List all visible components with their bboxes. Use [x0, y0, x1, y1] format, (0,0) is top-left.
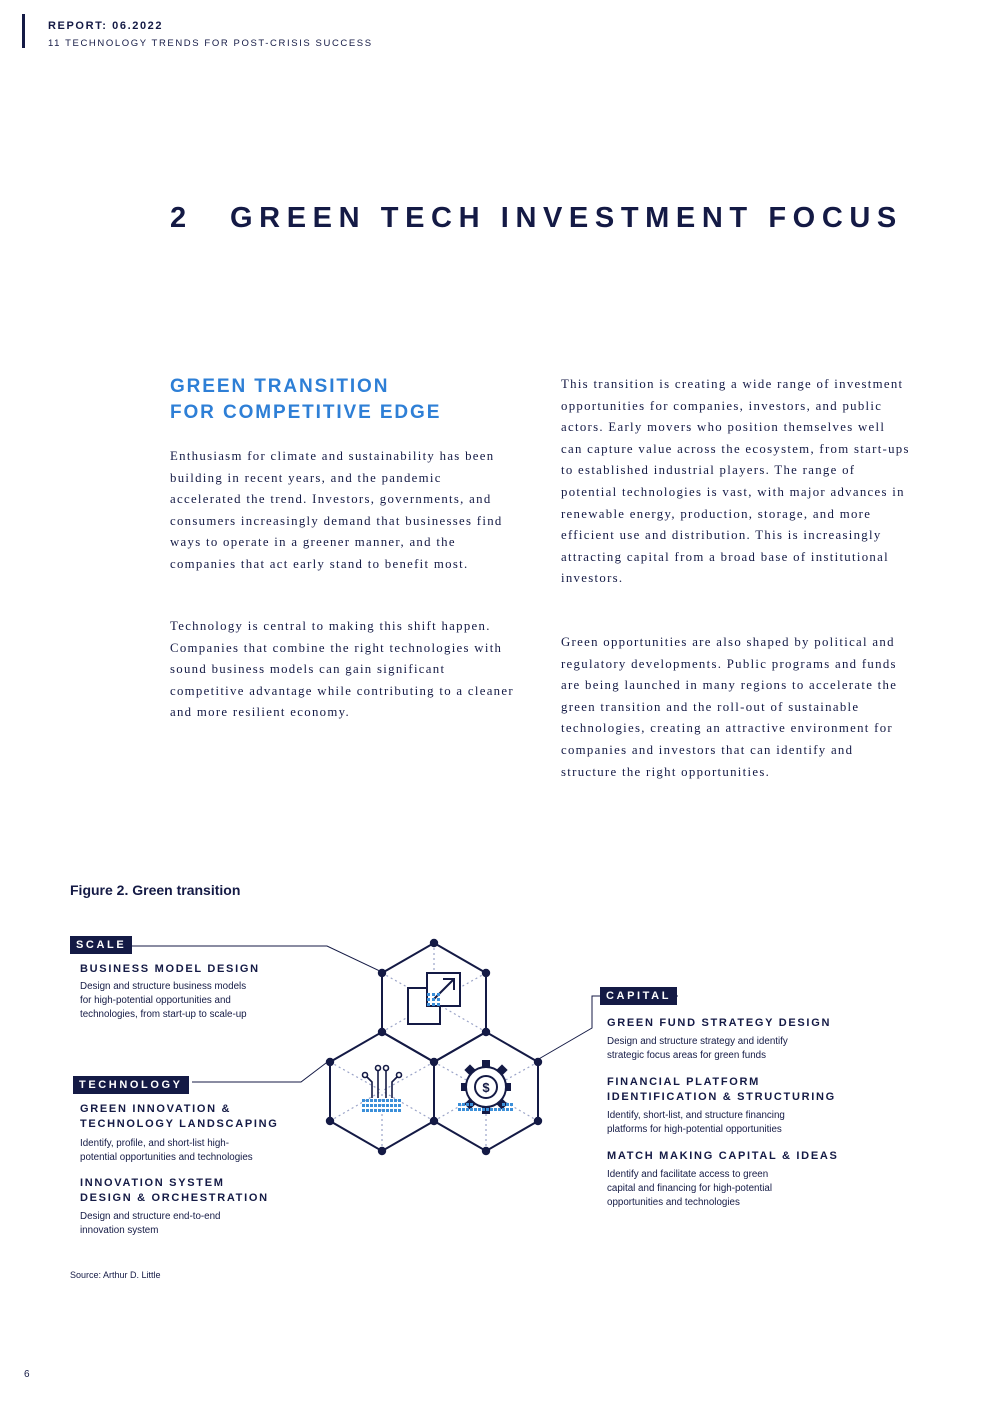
item-desc-line: technologies, from start-up to scale-up [80, 1009, 247, 1020]
financial-platform-title [607, 1075, 836, 1105]
item-desc-line: capital and financing for high-potential [607, 1183, 773, 1194]
scale-up-icon [408, 973, 460, 1024]
item-desc-line: Design and structure business models [80, 981, 247, 992]
item-title-line: INNOVATION SYSTEM [80, 1177, 225, 1189]
business-model-design-desc [80, 980, 247, 1022]
item-title-line: BUSINESS MODEL DESIGN [80, 963, 260, 975]
technology-connector-line [192, 1060, 330, 1082]
green-fund-strategy-desc [607, 1035, 788, 1063]
item-desc-line: Identify, profile, and short-list high- [80, 1138, 230, 1149]
item-desc-line: strategic focus areas for green funds [607, 1050, 767, 1061]
svg-text:$: $ [482, 1080, 490, 1095]
match-making-desc [607, 1168, 772, 1210]
body-paragraph-right-2: Green opportunities are also shaped by political and regulatory developments. Public programs and funds are being launched in many regions to accelerate the green transition and the roll-out of sustainable technologies, creating an attractive environment for companies and investors that can identify and structure the right opportunities. [561, 635, 898, 779]
body-paragraph-right-1: This transition is creating a wide range of investment opportunities for companies, investors, and public actors. Early movers who position themselves well can capture value across the ecosystem, from start-ups to established industrial players. The range of potential technologies is vast, with major advances in renewable energy, production, storage, and more efficient use and distribution. This is increasingly attracting capital from a broad base of institutional investors. [561, 377, 910, 586]
item-desc-line: platforms for high-potential opportunities [607, 1124, 782, 1135]
report-subtitle: 11 TECHNOLOGY TRENDS FOR POST-CRISIS SUCCESS [48, 38, 373, 49]
green-innovation-title [80, 1102, 279, 1132]
body-paragraph-left-1: Enthusiasm for climate and sustainability has been building in recent years, and the pandemic accelerated the trend. Investors, governments, and consumers increasingly demand that businesses find ways to operate in a greener manner, and the companies that act early stand to benefit most. [170, 449, 503, 571]
business-model-design-title [80, 962, 260, 977]
technology-tag: TECHNOLOGY [73, 1076, 189, 1094]
chapter-number: 2 [170, 202, 193, 234]
item-desc-line: Design and structure end-to-end [80, 1211, 221, 1222]
green-fund-strategy-title [607, 1016, 831, 1031]
figure-source: Source: Arthur D. Little [70, 1270, 161, 1280]
item-desc-line: Identify, short-list, and structure financing [607, 1110, 785, 1121]
scale-tag: SCALE [70, 936, 132, 954]
item-desc-line: Design and structure strategy and identify [607, 1036, 788, 1047]
item-title-line: GREEN FUND STRATEGY DESIGN [607, 1017, 832, 1029]
section-title-line-2: FOR COMPETITIVE EDGE [170, 402, 442, 423]
item-desc-line: innovation system [80, 1225, 159, 1236]
hexagon-left [330, 1032, 434, 1151]
figure-title: Figure 2. Green transition [70, 882, 241, 898]
hexagon-vertex-dots [326, 939, 542, 1155]
item-desc-line: opportunities and technologies [607, 1197, 740, 1208]
item-desc-line: potential opportunities and technologies [80, 1152, 253, 1163]
section-title-line-1: GREEN TRANSITION [170, 376, 390, 397]
financial-platform-desc [607, 1109, 785, 1137]
match-making-title [607, 1149, 839, 1164]
item-title-line: GREEN INNOVATION & [80, 1103, 232, 1115]
body-paragraph-left-2: Technology is central to making this shift happen. Companies that combine the right technologies with sound business models can gain significant competitive advantage while contributing to a cleaner and more resilient economy. [170, 619, 514, 720]
item-title-line: TECHNOLOGY LANDSCAPING [80, 1118, 279, 1130]
item-desc-line: Identify and facilitate access to green [607, 1169, 769, 1180]
item-title-line: FINANCIAL PLATFORM [607, 1076, 761, 1088]
item-title-line: DESIGN & ORCHESTRATION [80, 1192, 269, 1204]
innovation-system-title [80, 1176, 269, 1206]
dollar-gear-icon [458, 1060, 513, 1114]
report-date: REPORT: 06.2022 [48, 20, 164, 32]
innovation-system-desc [80, 1210, 221, 1238]
capital-tag: CAPITAL [600, 987, 677, 1005]
chapter-title: GREEN TECH INVESTMENT FOCUS [230, 202, 903, 234]
page-number: 6 [24, 1369, 30, 1380]
item-title-line: MATCH MAKING CAPITAL & IDEAS [607, 1150, 839, 1162]
item-desc-line: for high-potential opportunities and [80, 995, 231, 1006]
item-title-line: IDENTIFICATION & STRUCTURING [607, 1091, 836, 1103]
green-innovation-desc [80, 1137, 253, 1165]
